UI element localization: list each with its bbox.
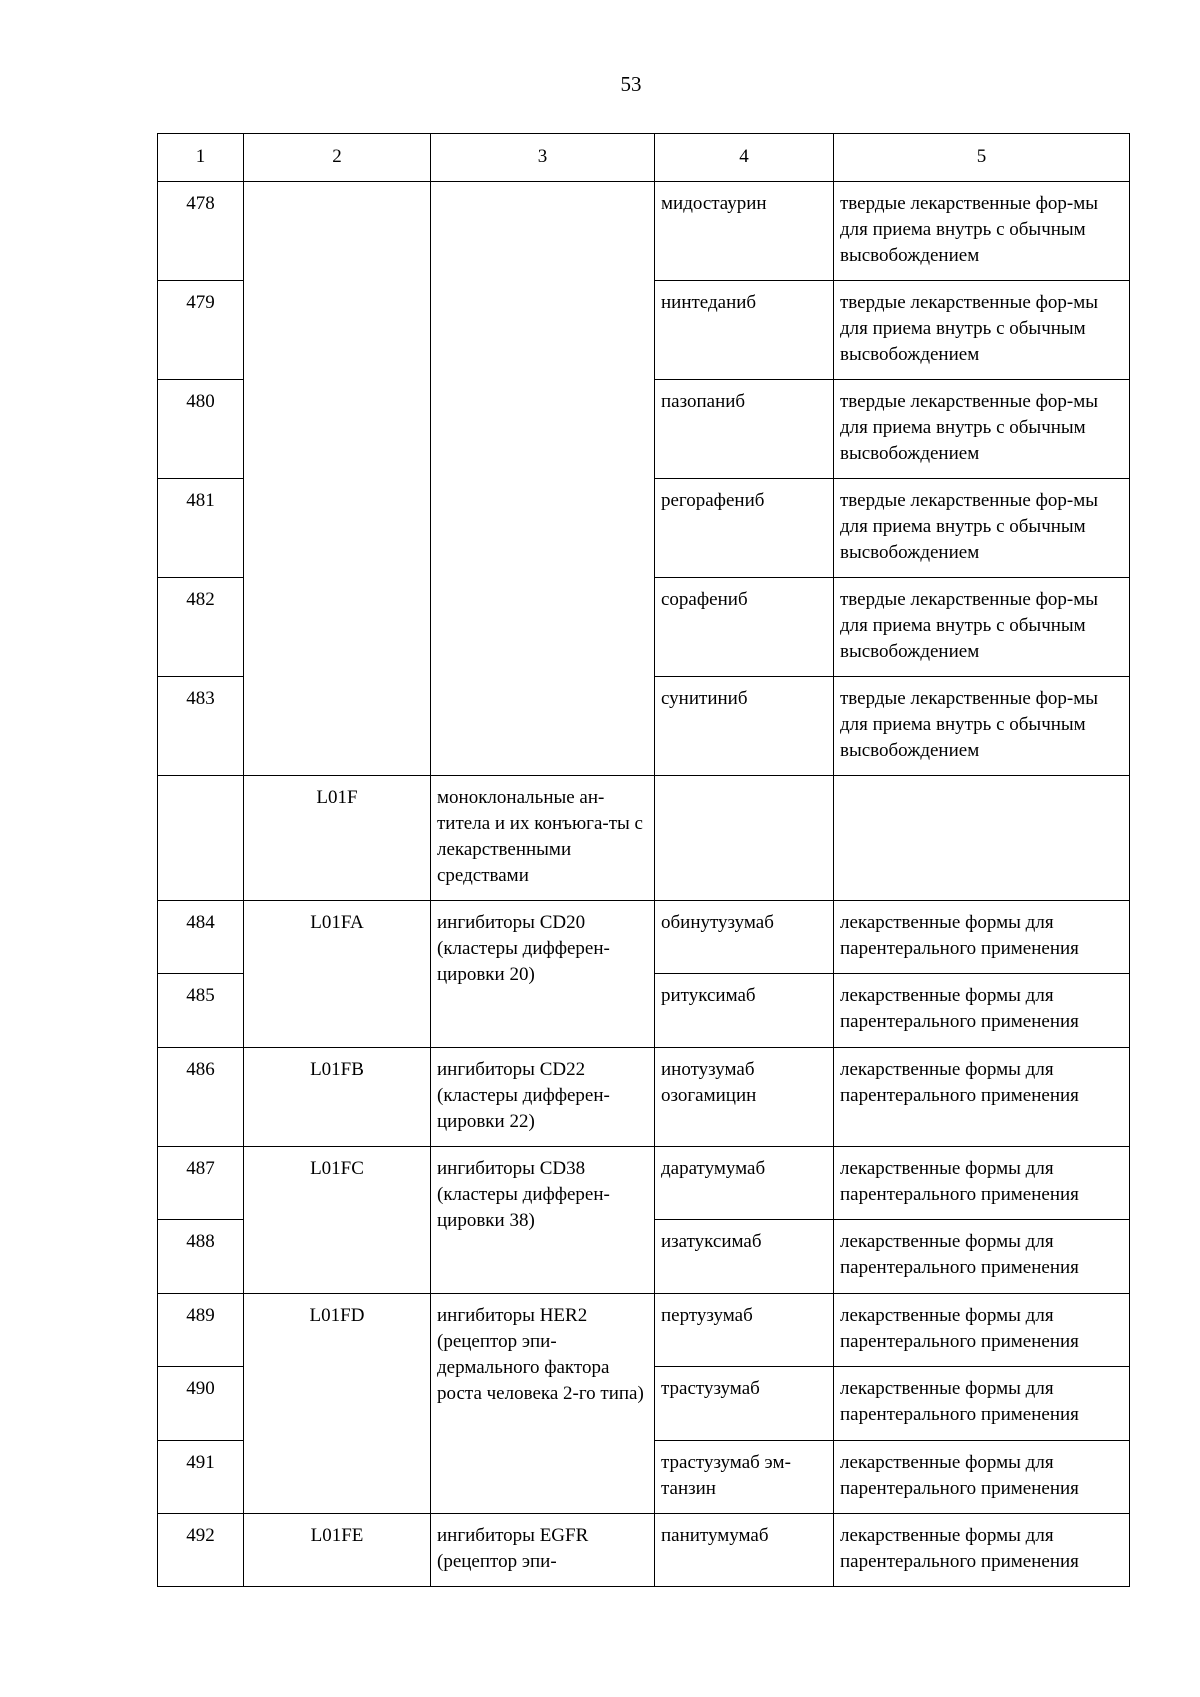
- header-cell: 5: [834, 134, 1130, 182]
- dosage-form: лекарственные формы для парентерального применения: [834, 1441, 1130, 1514]
- group-name: ингибиторы CD20 (кластеры дифферен-цировки 20): [431, 901, 655, 1048]
- drug-name: сунитиниб: [655, 677, 834, 776]
- atc-code: L01FC: [244, 1147, 431, 1294]
- drug-name: инотузумаб озогамицин: [655, 1048, 834, 1147]
- atc-code: L01FA: [244, 901, 431, 1048]
- group-name: ингибиторы CD38 (кластеры дифферен-цировки 38): [431, 1147, 655, 1294]
- dosage-form: твердые лекарственные фор-мы для приема внутрь с обычным высвобождением: [834, 380, 1130, 479]
- table-row: [158, 776, 1130, 901]
- group-name-cell: [431, 182, 655, 776]
- row-number: 488: [158, 1220, 244, 1294]
- dosage-form: [834, 776, 1130, 901]
- row-number: 478: [158, 182, 244, 281]
- drug-name: трастузумаб эм-танзин: [655, 1441, 834, 1514]
- group-name: ингибиторы HER2 (рецептор эпи-дермального фактора роста человека 2-го типа): [431, 1294, 655, 1514]
- row-number: 486: [158, 1048, 244, 1147]
- table-row: [158, 1294, 1130, 1367]
- table-row: [158, 1048, 1130, 1147]
- dosage-form: твердые лекарственные фор-мы для приема внутрь с обычным высвобождением: [834, 479, 1130, 578]
- drug-name: пертузумаб: [655, 1294, 834, 1367]
- table-row: [158, 1514, 1130, 1587]
- group-name: моноклональные ан-титела и их конъюга-ты с лекарственными средствами: [431, 776, 655, 901]
- dosage-form: лекарственные формы для парентерального применения: [834, 901, 1130, 974]
- drug-name: трастузумаб: [655, 1367, 834, 1441]
- drug-name: сорафениб: [655, 578, 834, 677]
- dosage-form: твердые лекарственные фор-мы для приема внутрь с обычным высвобождением: [834, 677, 1130, 776]
- dosage-form: лекарственные формы для парентерального применения: [834, 1367, 1130, 1441]
- drug-table: [157, 133, 1130, 1587]
- drug-name: пазопаниб: [655, 380, 834, 479]
- atc-code: L01F: [244, 776, 431, 901]
- atc-code: L01FB: [244, 1048, 431, 1147]
- drug-name: [655, 776, 834, 901]
- dosage-form: лекарственные формы для парентерального применения: [834, 1048, 1130, 1147]
- table-row: [158, 182, 1130, 281]
- header-cell: 4: [655, 134, 834, 182]
- row-number: [158, 776, 244, 901]
- dosage-form: твердые лекарственные фор-мы для приема внутрь с обычным высвобождением: [834, 578, 1130, 677]
- drug-name: даратумумаб: [655, 1147, 834, 1220]
- table-header-row: [158, 134, 1130, 182]
- row-number: 489: [158, 1294, 244, 1367]
- drug-name: регорафениб: [655, 479, 834, 578]
- drug-name: панитумумаб: [655, 1514, 834, 1587]
- atc-code: L01FD: [244, 1294, 431, 1514]
- drug-name: обинутузумаб: [655, 901, 834, 974]
- dosage-form: твердые лекарственные фор-мы для приема внутрь с обычным высвобождением: [834, 281, 1130, 380]
- drug-name: изатуксимаб: [655, 1220, 834, 1294]
- row-number: 482: [158, 578, 244, 677]
- header-cell: 2: [244, 134, 431, 182]
- group-name: ингибиторы CD22 (кластеры дифферен-цировки 22): [431, 1048, 655, 1147]
- dosage-form: лекарственные формы для парентерального применения: [834, 1147, 1130, 1220]
- table-row: [158, 1147, 1130, 1220]
- atc-code-cell: [244, 182, 431, 776]
- row-number: 492: [158, 1514, 244, 1587]
- row-number: 485: [158, 974, 244, 1048]
- header-cell: 3: [431, 134, 655, 182]
- row-number: 490: [158, 1367, 244, 1441]
- row-number: 483: [158, 677, 244, 776]
- dosage-form: лекарственные формы для парентерального применения: [834, 1220, 1130, 1294]
- page-number: 53: [620, 72, 642, 96]
- drug-name: нинтеданиб: [655, 281, 834, 380]
- dosage-form: лекарственные формы для парентерального применения: [834, 1294, 1130, 1367]
- row-number: 479: [158, 281, 244, 380]
- dosage-form: лекарственные формы для парентерального применения: [834, 1514, 1130, 1587]
- row-number: 491: [158, 1441, 244, 1514]
- drug-name: ритуксимаб: [655, 974, 834, 1048]
- atc-code: L01FE: [244, 1514, 431, 1587]
- drug-name: мидостаурин: [655, 182, 834, 281]
- dosage-form: лекарственные формы для парентерального применения: [834, 974, 1130, 1048]
- row-number: 487: [158, 1147, 244, 1220]
- dosage-form: твердые лекарственные фор-мы для приема внутрь с обычным высвобождением: [834, 182, 1130, 281]
- table-row: [158, 901, 1130, 974]
- group-name: ингибиторы EGFR (рецептор эпи-: [431, 1514, 655, 1587]
- row-number: 481: [158, 479, 244, 578]
- row-number: 484: [158, 901, 244, 974]
- row-number: 480: [158, 380, 244, 479]
- header-cell: 1: [158, 134, 244, 182]
